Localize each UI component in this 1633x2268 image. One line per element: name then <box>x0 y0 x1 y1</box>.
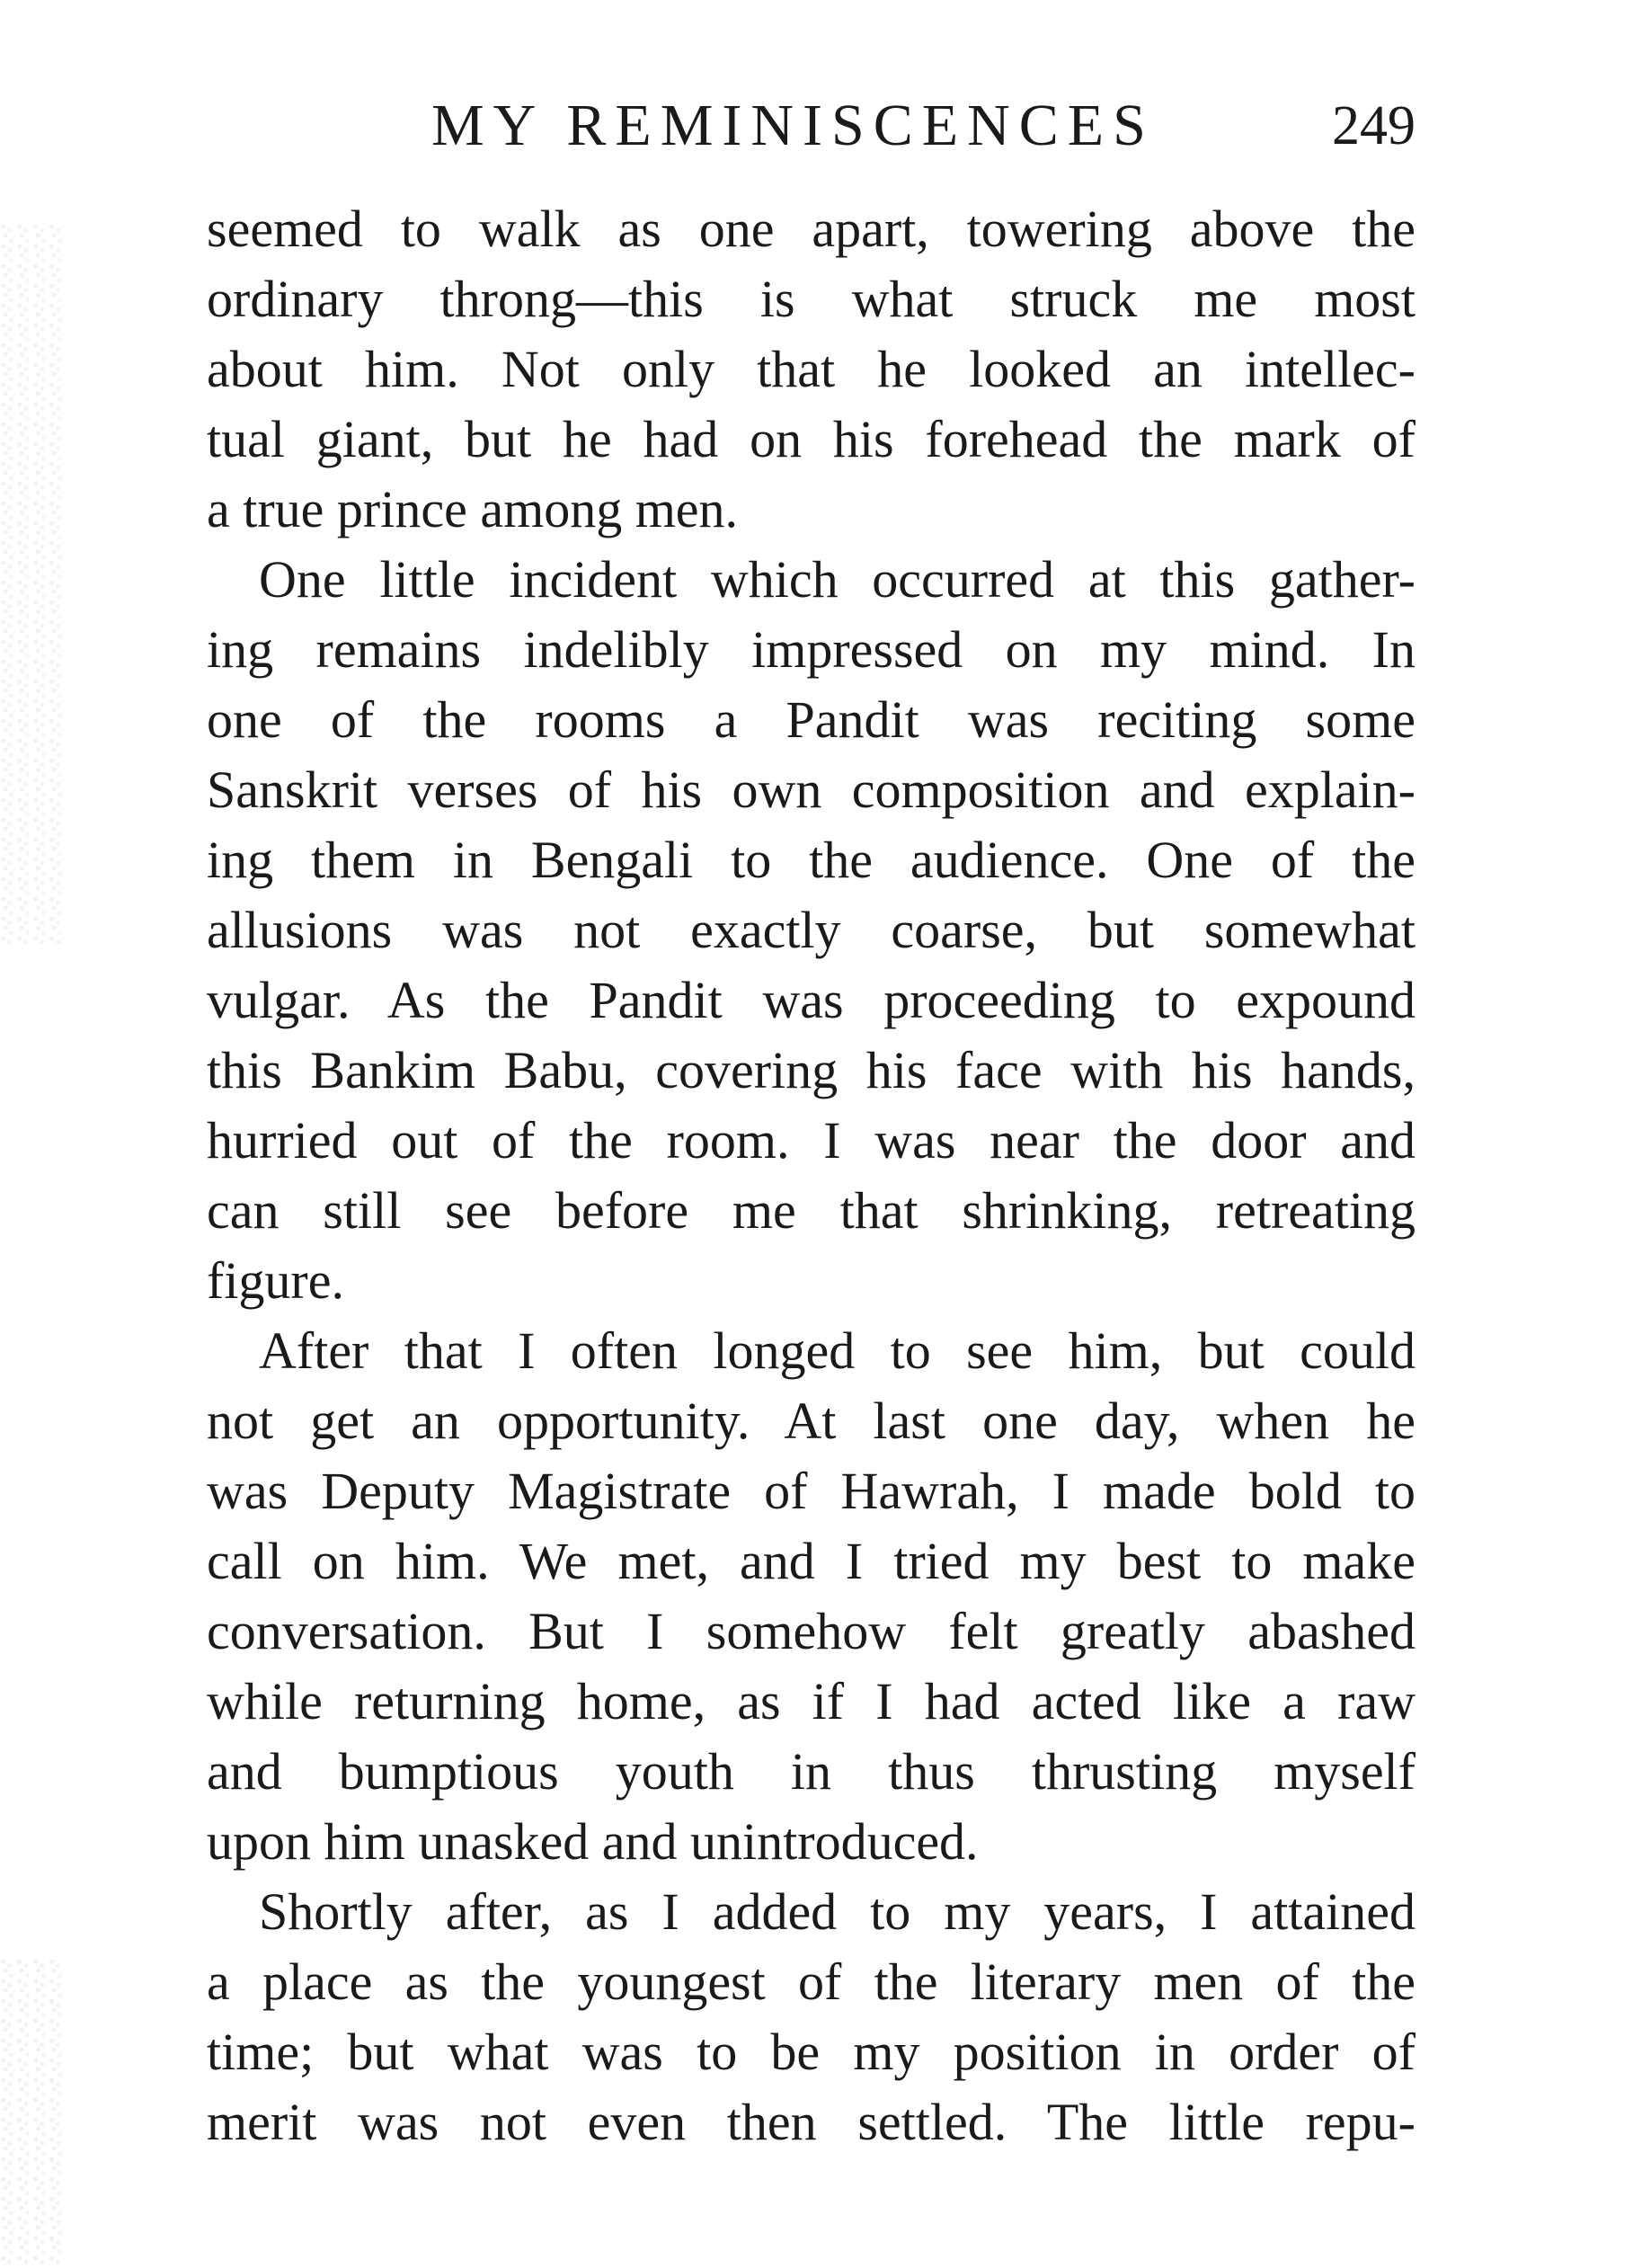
text-line: and bumptious youth in thus thrusting myself <box>207 1742 1416 1801</box>
body-text <box>207 194 1416 2157</box>
text-line: tual giant, but he had on his forehead the mark of <box>207 410 1416 468</box>
text-line: Sanskrit verses of his own composition and explain- <box>207 760 1416 819</box>
page-edge-shadow-lower <box>0 1960 63 2265</box>
text-line: was Deputy Magistrate of Hawrah, I made bold to <box>207 1462 1416 1520</box>
page-edge-shadow <box>0 225 63 944</box>
text-line: ing remains indelibly impressed on my mind. In <box>207 620 1416 679</box>
text-line: while returning home, as if I had acted like a raw <box>207 1672 1416 1730</box>
text-line: figure. <box>207 1251 344 1310</box>
text-line: time; but what was to be my position in order of <box>207 2023 1416 2081</box>
text-line: a place as the youngest of the literary men of the <box>207 1952 1416 2011</box>
text-line: seemed to walk as one apart, towering above the <box>207 200 1416 258</box>
text-line: a true prince among men. <box>207 480 739 538</box>
text-line: about him. Not only that he looked an intellec- <box>207 340 1416 398</box>
text-line: One little incident which occurred at this gather- <box>259 550 1416 609</box>
text-line: not get an opportunity. At last one day, when he <box>207 1392 1416 1450</box>
page-header <box>207 85 1416 166</box>
text-line: merit was not even then settled. The little repu- <box>207 2093 1416 2151</box>
text-line: After that I often longed to see him, but could <box>259 1321 1416 1380</box>
text-line: vulgar. As the Pandit was proceeding to expound <box>207 971 1416 1029</box>
text-line: ordinary throng—this is what struck me most <box>207 270 1416 328</box>
running-title: MY REMINISCENCES <box>431 93 1155 158</box>
text-line: this Bankim Babu, covering his face with his hands, <box>207 1041 1416 1099</box>
text-line: call on him. We met, and I tried my best to make <box>207 1532 1416 1590</box>
page-number: 249 <box>1332 95 1416 156</box>
text-line: can still see before me that shrinking, retreating <box>207 1181 1416 1240</box>
text-line: Shortly after, as I added to my years, I attained <box>259 1882 1416 1941</box>
text-line: hurried out of the room. I was near the door and <box>207 1111 1416 1170</box>
text-line: allusions was not exactly coarse, but somewhat <box>207 901 1416 959</box>
text-line: ing them in Bengali to the audience. One of the <box>207 831 1416 889</box>
text-line: upon him unasked and unintroduced. <box>207 1812 979 1871</box>
text-line: conversation. But I somehow felt greatly abashed <box>207 1602 1416 1660</box>
text-line: one of the rooms a Pandit was reciting some <box>207 690 1416 749</box>
